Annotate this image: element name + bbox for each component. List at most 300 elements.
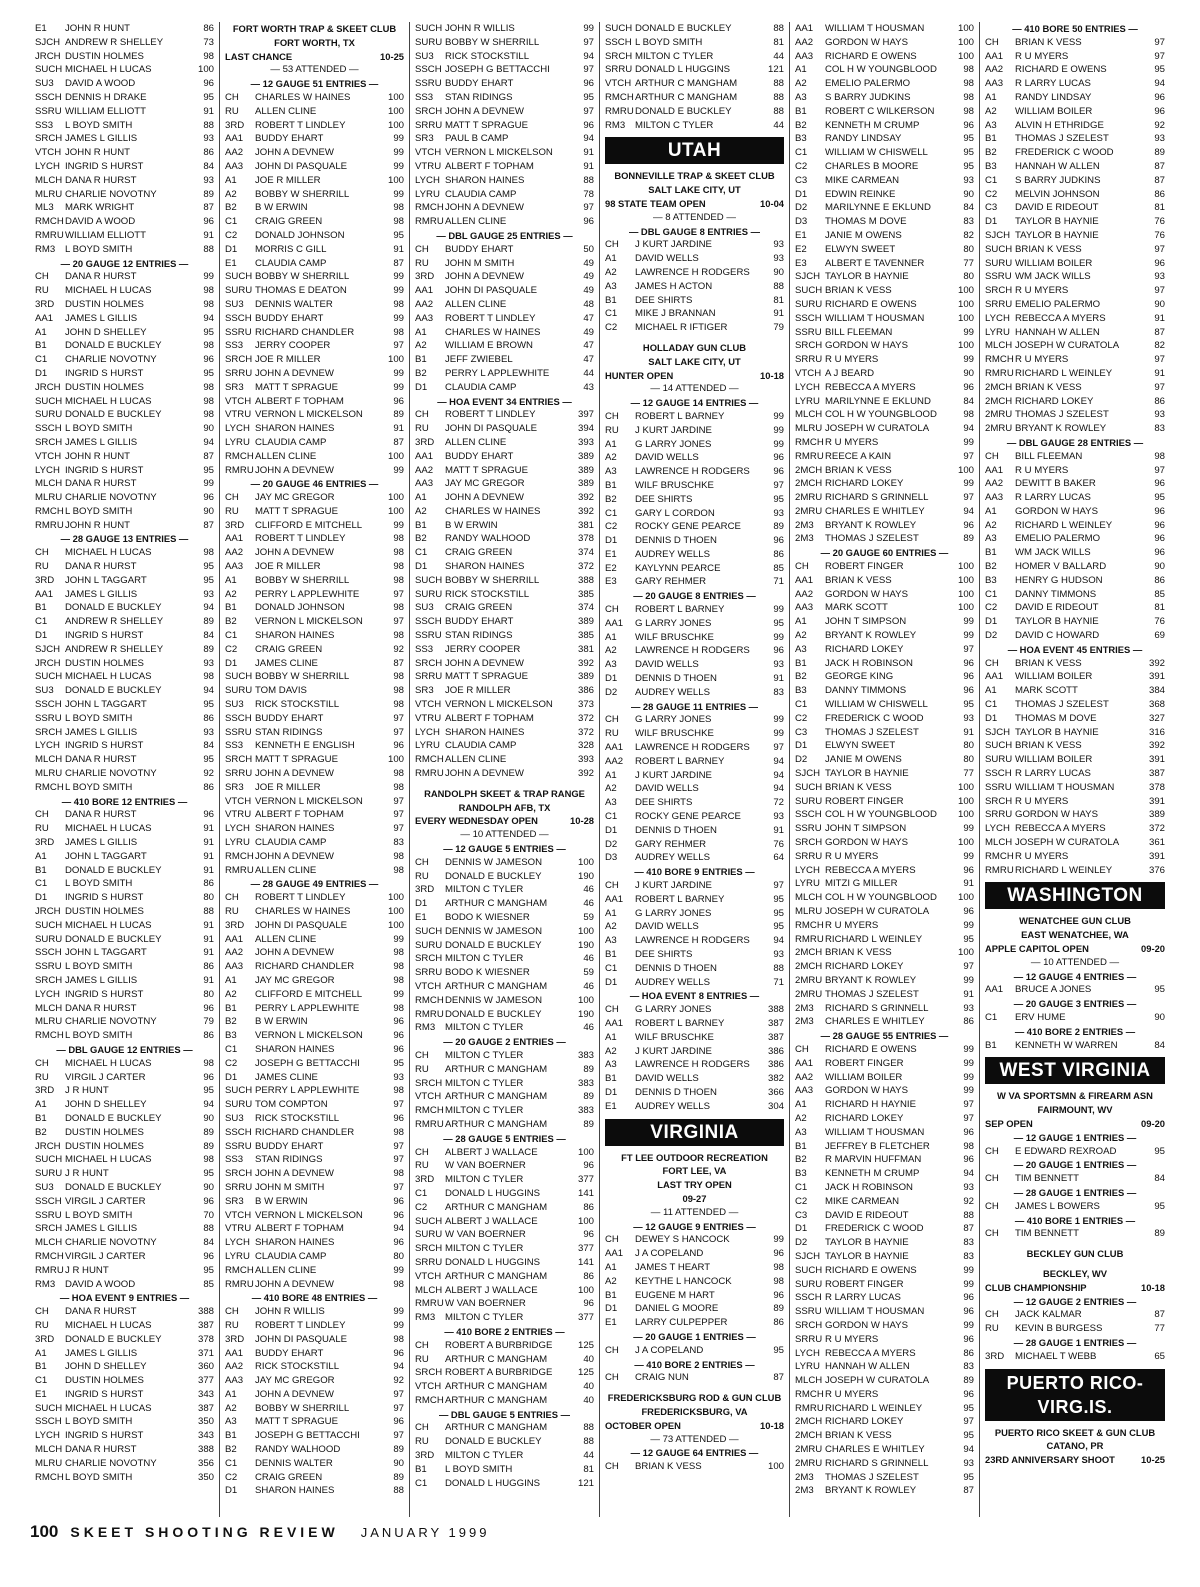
result-row bbox=[35, 339, 214, 353]
result-row bbox=[225, 1126, 404, 1140]
class-code: B1 bbox=[415, 1463, 427, 1475]
result-row bbox=[35, 174, 214, 188]
class-code: B3 bbox=[225, 1030, 237, 1042]
class-code: 3RD bbox=[225, 919, 245, 931]
class-code: AA1 bbox=[225, 1347, 244, 1359]
shoot-date: 10-18 bbox=[760, 1419, 784, 1431]
result-row bbox=[795, 657, 974, 671]
class-code: VTCH bbox=[795, 367, 822, 379]
shooter-name: MILTON C TYLER bbox=[445, 1450, 524, 1462]
shooter-name: MICHAEL H LUCAS bbox=[65, 395, 152, 407]
event-entries-header: — DBL GAUGE 8 ENTRIES — bbox=[628, 225, 761, 237]
score: 72 bbox=[773, 797, 784, 809]
shooter-name: RICHARD S GRINNELL bbox=[825, 1457, 929, 1469]
shooter-name: BRIAN K VESS bbox=[1015, 243, 1082, 255]
score: 93 bbox=[1154, 409, 1165, 421]
class-code: D1 bbox=[605, 1303, 618, 1315]
score: 97 bbox=[393, 1181, 404, 1193]
score: 98 bbox=[963, 78, 974, 90]
shooter-name: JOHN DI PASQUALE bbox=[255, 919, 348, 931]
shoot-date: 10-18 bbox=[760, 369, 784, 381]
result-row bbox=[795, 1429, 974, 1443]
shoot-title bbox=[985, 1453, 1165, 1467]
result-row bbox=[795, 132, 974, 146]
class-code: D1 bbox=[225, 243, 238, 255]
result-row bbox=[605, 410, 784, 424]
result-row bbox=[415, 1421, 594, 1435]
class-code: SRRU bbox=[225, 367, 253, 379]
result-row bbox=[415, 753, 594, 767]
class-code: CH bbox=[605, 880, 619, 892]
score: 99 bbox=[393, 933, 404, 945]
club-heading: FT LEE OUTDOOR RECREATION bbox=[621, 1151, 768, 1163]
class-code: D3 bbox=[795, 216, 808, 228]
class-code: SSCH bbox=[795, 312, 822, 324]
result-row bbox=[795, 464, 974, 478]
class-code: SSRU bbox=[225, 1140, 252, 1152]
score: 98 bbox=[393, 1278, 404, 1290]
score: 98 bbox=[393, 1002, 404, 1014]
result-row bbox=[795, 629, 974, 643]
shooter-name: BOBBY W SHERRILL bbox=[255, 1402, 350, 1414]
score: 98 bbox=[393, 850, 404, 862]
shooter-name: BRIAN K VESS bbox=[1015, 657, 1082, 669]
score: 96 bbox=[963, 1292, 974, 1304]
score: 100 bbox=[577, 1215, 594, 1227]
shooter-name: RICHARD LOKEY bbox=[825, 1416, 904, 1428]
class-code: AA2 bbox=[605, 755, 624, 767]
class-code: A1 bbox=[35, 1347, 47, 1359]
score: 100 bbox=[957, 298, 974, 310]
class-code: SSCH bbox=[415, 64, 442, 76]
result-row bbox=[795, 1278, 974, 1292]
class-code: AA1 bbox=[225, 133, 244, 145]
shooter-name: AUDREY WELLS bbox=[635, 548, 710, 560]
class-code: RMCH bbox=[605, 91, 634, 103]
score: 95 bbox=[963, 133, 974, 145]
score: 86 bbox=[203, 961, 214, 973]
result-row bbox=[35, 408, 214, 422]
class-code: CH bbox=[415, 856, 429, 868]
result-row bbox=[795, 933, 974, 947]
class-code: SRRU bbox=[415, 1256, 443, 1268]
class-code: AA2 bbox=[225, 147, 244, 159]
shooter-name: DANNY TIMMONS bbox=[1015, 588, 1097, 600]
class-code: JRCH bbox=[35, 657, 61, 669]
shooter-name: ARTHUR C MANGHAM bbox=[445, 1201, 548, 1213]
club-heading: RANDOLPH SKEET & TRAP RANGE bbox=[424, 787, 585, 799]
shooter-name: JAMES L GILLIS bbox=[65, 1347, 138, 1359]
score: 91 bbox=[203, 864, 214, 876]
score: 69 bbox=[1154, 630, 1165, 642]
result-row bbox=[415, 1353, 594, 1367]
score: 89 bbox=[773, 1303, 784, 1315]
result-row bbox=[415, 883, 594, 897]
result-row bbox=[415, 1435, 594, 1449]
class-code: AA3 bbox=[225, 160, 244, 172]
score: 95 bbox=[203, 1168, 214, 1180]
class-code: 3RD bbox=[35, 298, 55, 310]
result-row bbox=[35, 1098, 214, 1112]
score: 98 bbox=[203, 1154, 214, 1166]
shooter-name: BRYANT K ROWLEY bbox=[825, 974, 917, 986]
shooter-name: JOHN DI PASQUALE bbox=[445, 285, 538, 297]
score: 94 bbox=[203, 312, 214, 324]
result-row bbox=[605, 976, 784, 990]
score: 80 bbox=[963, 740, 974, 752]
score: 100 bbox=[387, 174, 404, 186]
shooter-name: KENNETH E ENGLISH bbox=[255, 740, 355, 752]
score: 99 bbox=[963, 919, 974, 931]
shooter-name: JOHN A DEVNEW bbox=[445, 768, 524, 780]
shooter-name: DANA R HURST bbox=[65, 174, 137, 186]
score: 91 bbox=[583, 147, 594, 159]
class-code: SSRU bbox=[35, 712, 62, 724]
class-code: SRCH bbox=[795, 340, 823, 352]
result-row bbox=[415, 146, 594, 160]
shooter-name: RICHARD L WEINLEY bbox=[825, 1402, 923, 1414]
shooter-name: JOSEPH W CURATOLA bbox=[1015, 340, 1120, 352]
class-code: A3 bbox=[605, 1059, 617, 1071]
class-code: SSCH bbox=[35, 423, 62, 435]
shooter-name: ALBERT J WALLACE bbox=[445, 1215, 538, 1227]
class-code: SSCH bbox=[795, 809, 822, 821]
score: 40 bbox=[583, 1381, 594, 1393]
class-code: C2 bbox=[225, 1471, 238, 1483]
shooter-name: CHARLES B MOORE bbox=[825, 160, 919, 172]
score: 49 bbox=[583, 257, 594, 269]
shooter-name: CHARLES E WHITLEY bbox=[825, 1444, 925, 1456]
class-code: 2M3 bbox=[795, 1016, 814, 1028]
shooter-name: JOHN D SHELLEY bbox=[65, 1099, 147, 1111]
shooter-name: RICHARD E OWENS bbox=[825, 1264, 917, 1276]
class-code: A2 bbox=[415, 505, 427, 517]
score: 96 bbox=[1154, 533, 1165, 545]
score: 96 bbox=[393, 1347, 404, 1359]
class-code: AA1 bbox=[795, 23, 814, 34]
class-code: SSRU bbox=[225, 726, 252, 738]
shooter-name: WILLIAM BOILER bbox=[1015, 257, 1093, 269]
score: 84 bbox=[963, 395, 974, 407]
class-code: C2 bbox=[605, 521, 618, 533]
shooter-name: JOHN DI PASQUALE bbox=[445, 423, 538, 435]
result-row bbox=[225, 1388, 404, 1402]
class-code: D1 bbox=[35, 630, 48, 642]
score: 89 bbox=[1154, 147, 1165, 159]
class-code: C3 bbox=[985, 202, 998, 214]
result-row bbox=[225, 836, 404, 850]
result-row bbox=[415, 1463, 594, 1477]
shooter-name: ROBERT FINGER bbox=[825, 795, 904, 807]
result-row bbox=[225, 132, 404, 146]
score: 97 bbox=[773, 880, 784, 892]
result-row bbox=[35, 491, 214, 505]
class-code: SU3 bbox=[415, 50, 434, 62]
shooter-name: CHARLIE NOVOTNY bbox=[65, 188, 157, 200]
score: 387 bbox=[197, 1319, 214, 1331]
result-row bbox=[35, 1347, 214, 1361]
score: 377 bbox=[577, 1243, 594, 1255]
shooter-name: BRYANT K ROWLEY bbox=[825, 1485, 917, 1497]
score: 86 bbox=[583, 1270, 594, 1282]
class-code: LYCH bbox=[415, 174, 440, 186]
score: 94 bbox=[203, 436, 214, 448]
shooter-name: W VAN BOERNER bbox=[445, 1160, 526, 1172]
result-row bbox=[605, 1031, 784, 1045]
class-code: A1 bbox=[795, 64, 807, 76]
score: 99 bbox=[963, 1319, 974, 1331]
results-column-1 bbox=[30, 22, 220, 1517]
class-code: RU bbox=[35, 1071, 49, 1083]
shooter-name: VIRGIL J CARTER bbox=[65, 1071, 146, 1083]
shooter-name: MICHAEL H LUCAS bbox=[65, 1402, 152, 1414]
score: 98 bbox=[393, 602, 404, 614]
result-row bbox=[225, 960, 404, 974]
score: 88 bbox=[773, 280, 784, 292]
shooter-name: TAYLOR B HAYNIE bbox=[825, 768, 909, 780]
score: 387 bbox=[767, 1017, 784, 1029]
score: 96 bbox=[1154, 547, 1165, 559]
score: 86 bbox=[203, 147, 214, 159]
class-code: LYCH bbox=[35, 740, 60, 752]
score: 98 bbox=[773, 1275, 784, 1287]
shooter-name: WILLIAM W CHISWELL bbox=[825, 147, 928, 159]
class-code: CH bbox=[795, 1043, 809, 1055]
event-entries-header: — 410 BORE 48 ENTRIES — bbox=[251, 1292, 378, 1304]
class-code: 2MRU bbox=[795, 492, 823, 504]
class-code: RMCH bbox=[225, 1264, 254, 1276]
score: 97 bbox=[963, 1099, 974, 1111]
shooter-name: JOSEPH G BETTACCHI bbox=[445, 64, 550, 76]
shooter-name: THOMAS J SZELEST bbox=[825, 533, 919, 545]
event-entries-header: — 28 GAUGE 55 ENTRIES — bbox=[820, 1030, 949, 1042]
result-row bbox=[225, 119, 404, 133]
score: 394 bbox=[577, 423, 594, 435]
score: 389 bbox=[577, 616, 594, 628]
shooter-name: WILLIAM BOILER bbox=[1015, 105, 1093, 117]
result-row bbox=[795, 505, 974, 519]
shooter-name: RICK STOCKSTILL bbox=[255, 1361, 340, 1373]
result-row bbox=[415, 925, 594, 939]
shooter-name: LAWRENCE H RODGERS bbox=[635, 742, 750, 754]
shooter-name: BRIAN K VESS bbox=[825, 285, 892, 297]
result-row bbox=[795, 1140, 974, 1154]
result-row bbox=[35, 312, 214, 326]
class-code: B2 bbox=[605, 493, 617, 505]
class-code: SURU bbox=[35, 1168, 63, 1180]
result-row bbox=[795, 822, 974, 836]
result-row bbox=[225, 1415, 404, 1429]
class-code: SRCH bbox=[415, 1367, 443, 1379]
result-row bbox=[415, 1118, 594, 1132]
result-row bbox=[225, 326, 404, 340]
score: 49 bbox=[583, 326, 594, 338]
class-code: CH bbox=[605, 1234, 619, 1246]
class-code: LYRU bbox=[415, 740, 440, 752]
club-heading: SALT LAKE CITY, UT bbox=[648, 355, 741, 367]
result-row bbox=[795, 974, 974, 988]
class-code: C1 bbox=[225, 1043, 238, 1055]
score: 97 bbox=[1154, 354, 1165, 366]
class-code: SRCH bbox=[795, 837, 823, 849]
score: 65 bbox=[1154, 1350, 1165, 1362]
shooter-name: GORDON W HAYS bbox=[825, 588, 908, 600]
shooter-name: J KURT JARDINE bbox=[635, 880, 712, 892]
shooter-name: BRIAN K VESS bbox=[1015, 36, 1082, 48]
class-code: CH bbox=[985, 36, 999, 48]
score: 96 bbox=[773, 645, 784, 657]
result-row bbox=[225, 1043, 404, 1057]
score: 393 bbox=[577, 436, 594, 448]
shooter-name: RICHARD S GRINNELL bbox=[825, 1002, 929, 1014]
score: 100 bbox=[577, 925, 594, 937]
score: 93 bbox=[773, 659, 784, 671]
shooter-name: CRAIG GREEN bbox=[255, 643, 323, 655]
class-code: 3RD bbox=[35, 837, 55, 849]
result-row bbox=[415, 1021, 594, 1035]
shooter-name: G LARRY JONES bbox=[635, 617, 712, 629]
shooter-name: ALBERT F TOPHAM bbox=[255, 1223, 344, 1235]
score: 98 bbox=[203, 50, 214, 62]
class-code: RMCH bbox=[415, 1394, 444, 1406]
score: 81 bbox=[1154, 602, 1165, 614]
shooter-name: JOE R MILLER bbox=[255, 561, 321, 573]
result-row bbox=[985, 50, 1165, 64]
score: 95 bbox=[773, 1344, 784, 1356]
class-code: SRRU bbox=[795, 850, 823, 862]
shooter-name: DONALD E BUCKLEY bbox=[445, 1008, 542, 1020]
event-entries-header: — 20 GAUGE 46 ENTRIES — bbox=[250, 478, 379, 490]
state-banner bbox=[985, 1369, 1165, 1421]
score: 389 bbox=[1148, 809, 1165, 821]
shooter-name: CHARLIE NOVOTNY bbox=[65, 768, 157, 780]
shooter-name: JAMES H ACTON bbox=[635, 280, 713, 292]
shooter-name: L BOYD SMITH bbox=[65, 1416, 133, 1428]
score: 99 bbox=[773, 438, 784, 450]
shooter-name: JANIE M OWENS bbox=[825, 229, 902, 241]
score: 97 bbox=[393, 712, 404, 724]
class-code: A3 bbox=[985, 533, 997, 545]
score: 95 bbox=[1154, 984, 1165, 996]
score: 76 bbox=[773, 838, 784, 850]
shooter-name: ALLEN CLINE bbox=[255, 933, 317, 945]
score: 87 bbox=[203, 450, 214, 462]
class-code: B2 bbox=[225, 616, 237, 628]
score: 86 bbox=[963, 1016, 974, 1028]
class-code: SJCH bbox=[795, 271, 821, 283]
shooter-name: JOHN DI PASQUALE bbox=[255, 1333, 348, 1345]
result-row bbox=[795, 284, 974, 298]
result-row bbox=[605, 465, 784, 479]
class-code: A2 bbox=[605, 1045, 617, 1057]
shooter-name: JOHN A DEVNEW bbox=[255, 464, 334, 476]
score: 98 bbox=[393, 1333, 404, 1345]
shooter-name: DAVID A WOOD bbox=[65, 78, 136, 90]
class-code: SSCH bbox=[35, 947, 62, 959]
result-row bbox=[795, 919, 974, 933]
class-code: SSRU bbox=[35, 105, 62, 117]
class-code: LYCH bbox=[795, 381, 820, 393]
shooter-name: CLAUDIA CAMP bbox=[445, 740, 517, 752]
class-code: 3RD bbox=[35, 574, 55, 586]
class-code: SUCH bbox=[415, 23, 443, 34]
shooter-name: ROBERT T LINDLEY bbox=[255, 1319, 346, 1331]
shooter-name: WILF BRUSCHKE bbox=[635, 479, 714, 491]
result-row bbox=[605, 1316, 784, 1330]
shooter-name: THOMAS J SZELEST bbox=[1015, 699, 1109, 711]
result-row bbox=[795, 1195, 974, 1209]
shooter-name: ALLEN CLINE bbox=[255, 450, 317, 462]
result-row bbox=[415, 132, 594, 146]
class-code: CH bbox=[985, 1228, 999, 1240]
score: 100 bbox=[957, 602, 974, 614]
score: 96 bbox=[393, 1043, 404, 1055]
class-code: AA3 bbox=[985, 78, 1004, 90]
result-row bbox=[795, 960, 974, 974]
score: 91 bbox=[203, 947, 214, 959]
class-code: CH bbox=[795, 561, 809, 573]
shooter-name: L BOYD SMITH bbox=[445, 1463, 513, 1475]
class-code: D1 bbox=[225, 1485, 238, 1497]
class-code: AA1 bbox=[415, 285, 434, 297]
shooter-name: THOMAS J SZELEST bbox=[1015, 133, 1109, 145]
result-row bbox=[605, 451, 784, 465]
shooter-name: WILF BRUSCHKE bbox=[635, 631, 714, 643]
result-row bbox=[415, 1477, 594, 1491]
score: 88 bbox=[773, 78, 784, 90]
score: 98 bbox=[393, 947, 404, 959]
result-row bbox=[35, 891, 214, 905]
club-heading: FORT WORTH TRAP & SKEET CLUB bbox=[232, 23, 397, 34]
state-banner: WASHINGTON bbox=[985, 882, 1165, 909]
result-row bbox=[605, 948, 784, 962]
score: 343 bbox=[197, 1388, 214, 1400]
result-row bbox=[415, 1366, 594, 1380]
shooter-name: JAMES L BOWERS bbox=[1015, 1200, 1100, 1212]
class-code: A1 bbox=[605, 1261, 617, 1273]
score: 84 bbox=[203, 160, 214, 172]
class-code: B1 bbox=[225, 602, 237, 614]
shooter-name: ARTHUR C MANGHAM bbox=[635, 91, 738, 103]
class-code: D1 bbox=[795, 740, 808, 752]
result-row bbox=[225, 1457, 404, 1471]
score: 93 bbox=[963, 712, 974, 724]
score: 96 bbox=[393, 1030, 404, 1042]
result-row bbox=[605, 119, 784, 133]
score: 94 bbox=[393, 1361, 404, 1373]
class-code: LYCH bbox=[985, 823, 1010, 835]
class-code: A2 bbox=[225, 1402, 237, 1414]
score: 98 bbox=[393, 974, 404, 986]
result-row bbox=[795, 326, 974, 340]
result-row bbox=[35, 1360, 214, 1374]
class-code: SRCH bbox=[985, 285, 1013, 297]
shooter-name: DANA R HURST bbox=[65, 1306, 137, 1318]
class-code: CH bbox=[415, 1049, 429, 1061]
class-code: MLCH bbox=[35, 1444, 63, 1456]
shooter-name: REECE A KAIN bbox=[825, 450, 892, 462]
shooter-name: DUSTIN HOLMES bbox=[65, 381, 144, 393]
class-code: B2 bbox=[415, 367, 427, 379]
class-code: SRCH bbox=[605, 50, 633, 62]
result-row bbox=[35, 601, 214, 615]
result-row bbox=[985, 270, 1165, 284]
score: 44 bbox=[773, 50, 784, 62]
result-row bbox=[605, 1100, 784, 1114]
shooter-name: BUDDY EHART bbox=[445, 616, 514, 628]
shooter-name: SHARON HAINES bbox=[445, 726, 525, 738]
shooter-name: L BOYD SMITH bbox=[635, 36, 703, 48]
